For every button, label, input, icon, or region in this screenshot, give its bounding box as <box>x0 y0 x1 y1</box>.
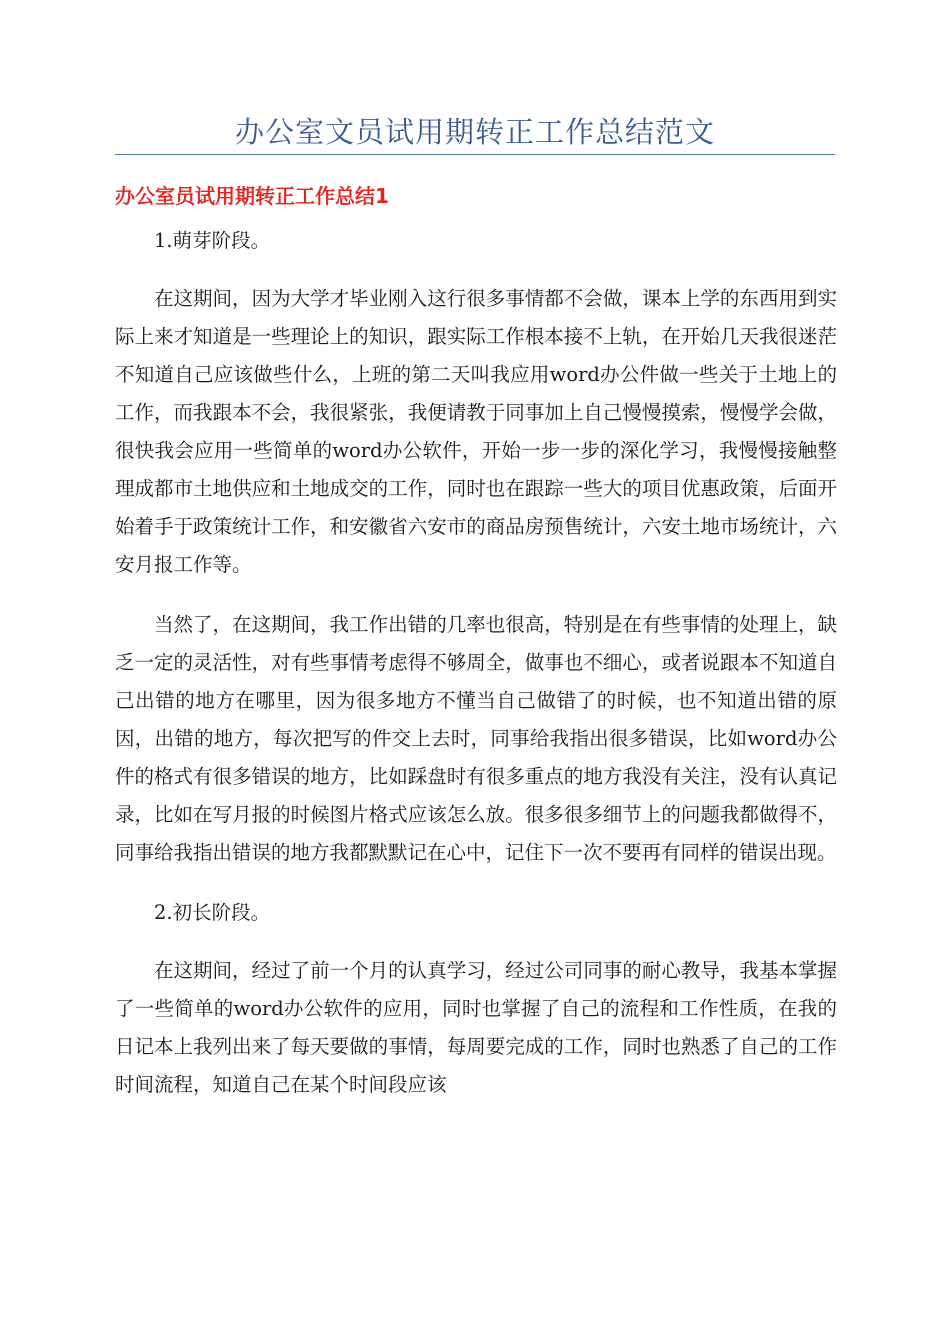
paragraph: 在这期间，因为大学才毕业刚入这行很多事情都不会做，课本上学的东西用到实际上来才知道是一些理论上的知识，跟实际工作根本接不上轨，在开始几天我很迷茫不知道自己应该做些什么，上班的第二天叫我应用word办公件做一些关于土地上的工作，而我跟本不会，我很紧张，我便请教于同事加上自己慢慢摸索，慢慢学会做，很快我会应用一些简单的word办公软件，开始一步一步的深化学习，我慢慢接触整理成都市土地供应和土地成交的工作，同时也在跟踪一些大的项目优惠政策，后面开始着手于政策统计工作，和安徽省六安市的商品房预售统计，六安土地市场统计，六安月报工作等。 <box>115 287 837 576</box>
document-title: 办公室文员试用期转正工作总结范文 <box>234 115 715 149</box>
body-text <box>115 222 837 1126</box>
section-heading: 办公室员试用期转正工作总结1 <box>115 184 389 208</box>
paragraph: 当然了，在这期间，我工作出错的几率也很高，特别是在有些事情的处理上，缺乏一定的灵活性，对有些事情考虑得不够周全，做事也不细心，或者说跟本不知道自己出错的地方在哪里，因为很多地方不懂当自己做错了的时候，也不知道出错的原因，出错的地方，每次把写的件交上去时，同事给我指出很多错误，比如word办公件的格式有很多错误的地方，比如踩盘时有很多重点的地方我没有关注，没有认真记录，比如在写月报的时候图片格式应该怎么放。很多很多细节上的问题我都做得不，同事给我指出错误的地方我都默默记在心中，记住下一次不要再有同样的错误出现。 <box>115 613 837 864</box>
paragraph-stage-2-heading: 2.初长阶段。 <box>154 901 271 924</box>
title-underline <box>115 154 835 155</box>
paragraph-stage-1-heading: 1.萌芽阶段。 <box>154 229 271 252</box>
paragraph: 在这期间，经过了前一个月的认真学习，经过公司同事的耐心教导，我基本掌握了一些简单的word办公软件的应用，同时也掌握了自己的流程和工作性质，在我的日记本上我列出来了每天要做的事情，每周要完成的工作，同时也熟悉了自己的工作时间流程，知道自己在某个时间段应该 <box>115 959 837 1096</box>
